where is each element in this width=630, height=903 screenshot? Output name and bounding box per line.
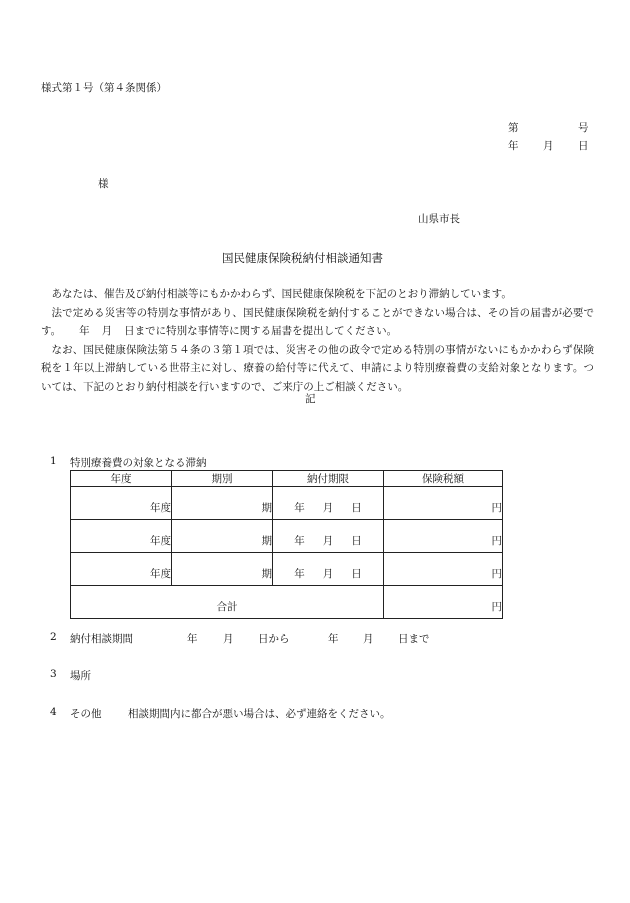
cell-fiscal-year: 年度 [71, 487, 172, 520]
addressee-suffix: 様 [98, 178, 109, 190]
form-number: 様式第１号（第４条関係） [41, 82, 167, 94]
header-tax-amount: 保険税額 [384, 471, 503, 487]
period-to-year: 年 [328, 633, 339, 645]
section-4-label: その他 [70, 708, 102, 720]
cell-period: 期 [172, 553, 273, 586]
period-to-day: 日まで [398, 633, 430, 645]
period-from-year: 年 [187, 633, 198, 645]
document-number-suffix: 号 [578, 122, 589, 134]
issue-date-year: 年 [508, 140, 519, 152]
issue-date-month: 月 [543, 140, 554, 152]
section-4-number: 4 [50, 706, 57, 718]
table-row [71, 553, 503, 586]
section-1-number: 1 [50, 455, 57, 467]
cell-fiscal-year: 年度 [71, 553, 172, 586]
cell-fiscal-year: 年度 [71, 520, 172, 553]
body-paragraph-1: あなたは、催告及び納付相談等にもかかわらず、国民健康保険税を下記のとおり滞納しています。 [51, 288, 512, 300]
table-row [71, 520, 503, 553]
cell-due-date: 年 月 日 [273, 487, 384, 520]
section-1-label: 特別療養費の対象となる滞納 [70, 457, 207, 469]
cell-amount: 円 [384, 520, 503, 553]
cell-amount: 円 [384, 487, 503, 520]
cell-due-date: 年 月 日 [273, 520, 384, 553]
issue-date-day: 日 [578, 140, 589, 152]
body-paragraph-3: なお、国民健康保険法第５４条の３第１項では、災害その他の政令で定める特別の事情がないにもかかわらず保険税を１年以上滞納している世帯主に対し、療養の給付等に代えて、申請により特別療養費の支給対象となります。ついては、下記のとおり納付相談を行いますので、ご来庁の上ご相談ください。 [41, 343, 594, 393]
issuer: 山県市長 [418, 213, 460, 225]
section-2-number: 2 [50, 631, 57, 643]
section-3-label: 場所 [70, 670, 91, 682]
section-3-number: 3 [50, 668, 57, 680]
period-from-month: 月 [223, 633, 234, 645]
cell-amount: 円 [384, 553, 503, 586]
section-2-label: 納付相談期間 [70, 633, 133, 645]
table-header-row [71, 471, 503, 487]
table-total-row [71, 586, 503, 619]
ki-heading: 記 [305, 393, 316, 405]
arrears-table [70, 470, 503, 619]
header-due-date: 納付期限 [273, 471, 384, 487]
header-period: 期別 [172, 471, 273, 487]
period-to-month: 月 [363, 633, 374, 645]
body-text [41, 285, 594, 396]
cell-period: 期 [172, 487, 273, 520]
period-from-day: 日から [258, 633, 290, 645]
document-number-prefix: 第 [508, 122, 519, 134]
cell-total-label: 合計 [71, 586, 384, 619]
cell-due-date: 年 月 日 [273, 553, 384, 586]
table-row [71, 487, 503, 520]
cell-total-amount: 円 [384, 586, 503, 619]
document-title: 国民健康保険税納付相談通知書 [222, 251, 383, 265]
section-4-text: 相談期間内に都合が悪い場合は、必ず連絡をください。 [128, 708, 391, 720]
header-fiscal-year: 年度 [71, 471, 172, 487]
body-paragraph-2: 法で定める災害等の特別な事情があり、国民健康保険税を納付することができない場合は、その旨の届書が必要です。 年 月 日までに特別な事情等に関する届書を提出してください。 [41, 306, 594, 337]
cell-period: 期 [172, 520, 273, 553]
